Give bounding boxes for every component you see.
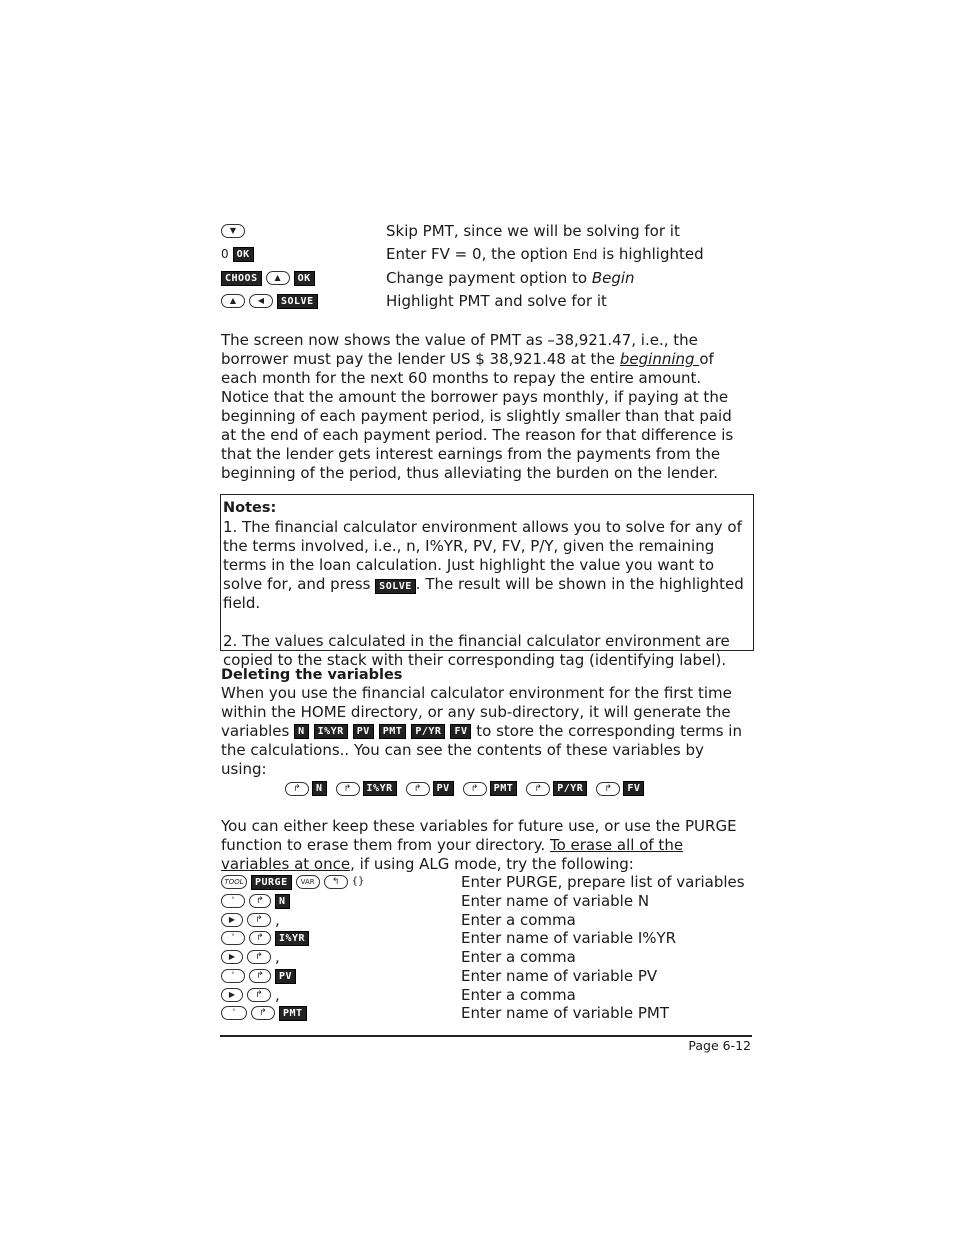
purge-step-desc-3: Enter a comma <box>461 911 576 929</box>
step-desc-3: Change payment option to Begin <box>386 269 635 287</box>
tick-key: ' <box>221 894 245 908</box>
purge-step-desc-5: Enter a comma <box>461 948 576 966</box>
right-shift-key: ↱ <box>285 782 309 796</box>
tick-key: ' <box>221 1006 247 1020</box>
step-keys-2 <box>221 244 254 264</box>
right-shift-key: ↱ <box>249 931 271 945</box>
ok-softkey: OK <box>294 271 315 286</box>
purge-step-desc-4: Enter name of variable I%YR <box>461 929 677 947</box>
ok-softkey: OK <box>233 247 254 262</box>
purge-step-desc-8: Enter name of variable PMT <box>461 1004 669 1022</box>
solve-softkey: SOLVE <box>375 579 416 594</box>
purge-step-keys-2 <box>221 891 290 911</box>
right-arrow-key: ▶ <box>221 913 243 927</box>
page-number: Page 6-12 <box>688 1038 751 1053</box>
right-shift-key: ↱ <box>336 782 360 796</box>
step-keys-3 <box>221 268 315 288</box>
right-arrow-key: ▶ <box>221 988 243 1002</box>
purge-step-desc-7: Enter a comma <box>461 986 576 1004</box>
solve-softkey: SOLVE <box>277 294 318 309</box>
end-option: End <box>572 248 598 263</box>
pv-softkey: PV <box>353 724 374 739</box>
pmt-softkey: PMT <box>379 724 407 739</box>
down-arrow-key: ▼ <box>221 224 245 238</box>
n-softkey: N <box>294 724 309 739</box>
variable-softkeys <box>294 724 471 739</box>
comma-char: , <box>275 986 280 1004</box>
view-variables-sequence <box>285 781 644 796</box>
right-shift-key: ↱ <box>247 913 271 927</box>
explanation-paragraph: The screen now shows the value of PMT as –38,921.47, i.e., the borrower must pay the lender US $ 38,921.48 at the beginning of each month for the next 60 months to repay the entire amount. Notice that the amount the borrower pays monthly, if paying at the beginning of each payment period, is slightly smaller than that paid at the end of each payment period. The reason for that difference is that the lender gets interest earnings from the payments from the beginning of the period, thus alleviating the burden on the lender. <box>221 331 734 482</box>
pmt-softkey: PMT <box>279 1006 307 1021</box>
n-softkey: N <box>275 894 290 909</box>
fv-softkey: FV <box>450 724 471 739</box>
n-softkey: N <box>312 781 327 796</box>
purge-step-desc-1: Enter PURGE, prepare list of variables <box>461 873 745 891</box>
right-shift-key: ↱ <box>247 950 271 964</box>
purge-paragraph: You can either keep these variables for future use, or use the PURGE function to erase them from your directory. To erase all of the variables at once, if using ALG mode, try the following: <box>221 817 737 873</box>
tick-key: ' <box>221 931 245 945</box>
purge-step-keys-3 <box>221 910 280 930</box>
tool-key: TOOL <box>221 875 247 889</box>
section-paragraph: When you use the financial calculator environment for the first time within the HOME directory, or any sub-directory, it will generate the variables N I%YR PV PMT P/YR FV to store the corresponding terms in the calculations.. You can see the contents of these variables by using: <box>221 684 742 778</box>
pyr-softkey: P/YR <box>411 724 445 739</box>
note-item-1: 1. The financial calculator environment allows you to solve for any of the terms involved, i.e., n, I%YR, PV, FV, P/Y, given the remaining terms in the loan calculation. Just highlight the value you want to solve for, and press SOLVE . The result will be shown in the highlighted field. <box>223 518 744 612</box>
right-shift-key: ↱ <box>406 782 430 796</box>
iyr-softkey: I%YR <box>314 724 348 739</box>
right-shift-key: ↱ <box>596 782 620 796</box>
fv-softkey: FV <box>623 781 644 796</box>
right-shift-key: ↱ <box>463 782 487 796</box>
purge-step-keys-8 <box>221 1003 307 1023</box>
purge-step-keys-1 <box>221 872 364 892</box>
var-key: VAR <box>296 875 320 889</box>
right-arrow-key: ▶ <box>221 950 243 964</box>
zero-key: 0 <box>221 247 229 261</box>
up-arrow-key: ▲ <box>221 294 245 308</box>
left-arrow-key: ◀ <box>249 294 273 308</box>
right-shift-key: ↱ <box>526 782 550 796</box>
step-keys-1 <box>221 221 245 241</box>
purge-step-desc-6: Enter name of variable PV <box>461 967 658 985</box>
up-arrow-key: ▲ <box>266 271 290 285</box>
iyr-softkey: I%YR <box>363 781 397 796</box>
step-keys-4 <box>221 291 318 311</box>
left-shift-key: ↰ <box>324 875 348 889</box>
section-heading: Deleting the variables <box>221 667 403 683</box>
purge-step-keys-6 <box>221 966 296 986</box>
right-shift-key: ↱ <box>247 988 271 1002</box>
notes-box <box>220 494 754 669</box>
braces-char: {} <box>351 876 365 887</box>
purge-softkey: PURGE <box>251 875 292 890</box>
iyr-softkey: I%YR <box>275 931 309 946</box>
purge-step-desc-2: Enter name of variable N <box>461 892 650 910</box>
purge-step-keys-4 <box>221 928 309 948</box>
comma-char: , <box>275 948 280 966</box>
step-desc-2: Enter FV = 0, the option End is highlighted <box>386 245 704 263</box>
choos-softkey: CHOOS <box>221 271 262 286</box>
notes-title: Notes: <box>223 500 277 516</box>
pyr-softkey: P/YR <box>553 781 587 796</box>
right-shift-key: ↱ <box>249 894 271 908</box>
pv-softkey: PV <box>433 781 454 796</box>
note-item-2: 2. The values calculated in the financial calculator environment are copied to the stack with their corresponding tag (identifying label). <box>223 632 730 669</box>
tick-key: ' <box>221 969 245 983</box>
step-desc-4: Highlight PMT and solve for it <box>386 292 607 310</box>
pmt-softkey: PMT <box>490 781 518 796</box>
footer-rule <box>220 1035 752 1037</box>
step-desc-1: Skip PMT, since we will be solving for it <box>386 222 680 240</box>
purge-step-keys-5 <box>221 947 280 967</box>
right-shift-key: ↱ <box>251 1006 275 1020</box>
purge-step-keys-7 <box>221 985 280 1005</box>
right-shift-key: ↱ <box>249 969 271 983</box>
comma-char: , <box>275 911 280 929</box>
pv-softkey: PV <box>275 969 296 984</box>
